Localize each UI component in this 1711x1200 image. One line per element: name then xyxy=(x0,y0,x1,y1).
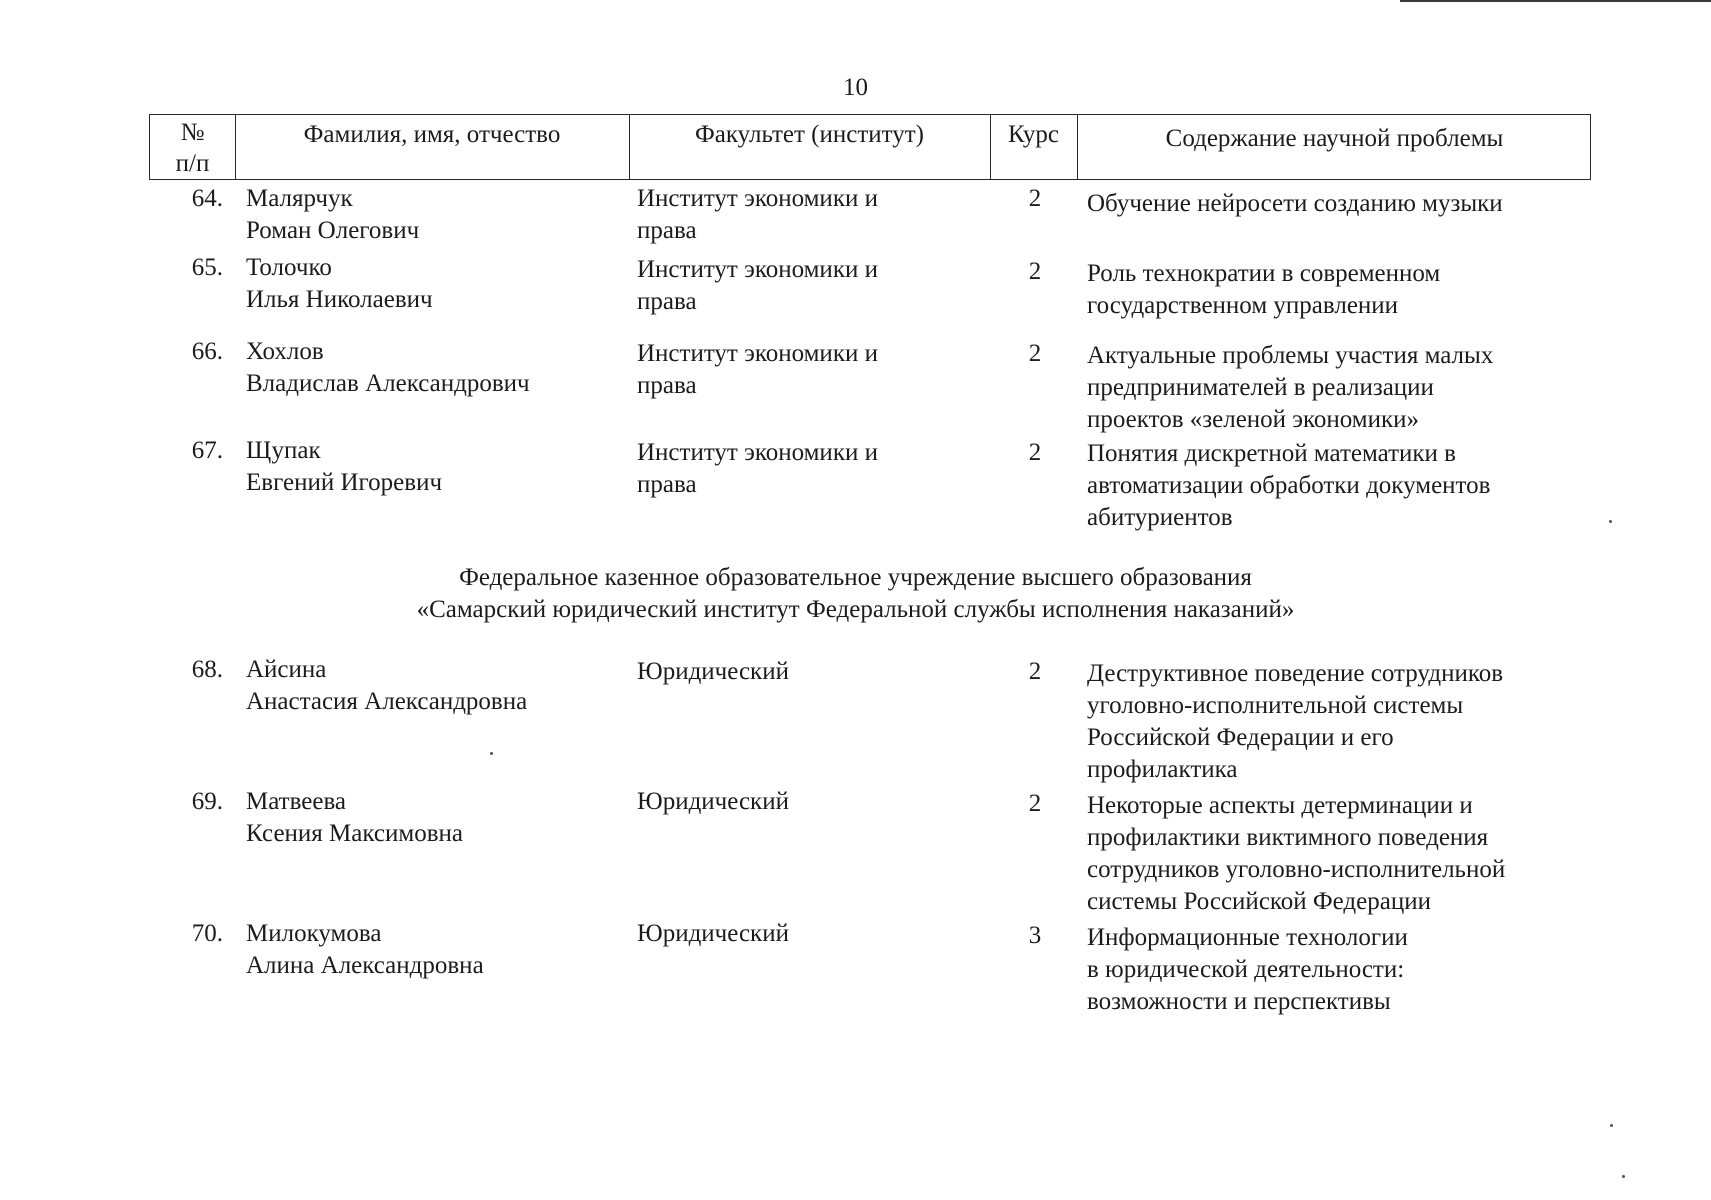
topic-line: в юридической деятельности: xyxy=(1087,956,1405,983)
row-number: 64. xyxy=(191,185,223,212)
row-number: 68. xyxy=(191,656,223,683)
student-name xyxy=(246,252,606,316)
faculty xyxy=(637,338,967,402)
course: 2 xyxy=(1028,258,1042,285)
header-faculty: Факультет (институт) xyxy=(695,121,924,148)
student-surname: Толочко xyxy=(246,254,332,281)
research-topic xyxy=(1087,922,1687,1018)
topic-line: сотрудников уголовно-исполнительной xyxy=(1087,856,1506,883)
row-number: 70. xyxy=(191,920,223,947)
topic-line: уголовно-исполнительной системы xyxy=(1087,692,1464,719)
topic-line: Роль технократии в современном xyxy=(1087,260,1441,287)
student-given-names: Роман Олегович xyxy=(246,217,420,244)
student-name xyxy=(246,183,606,247)
student-surname: Матвеева xyxy=(246,788,347,815)
topic-line: проектов «зеленой экономики» xyxy=(1087,406,1420,433)
topic-line: профилактики виктимного поведения xyxy=(1087,824,1489,851)
scan-speck xyxy=(1609,520,1612,523)
row-number: 66. xyxy=(191,338,223,365)
row-number: 65. xyxy=(191,254,223,281)
research-topic xyxy=(1087,658,1687,786)
topic-line: Деструктивное поведение сотрудников xyxy=(1087,660,1504,687)
header-number xyxy=(150,117,235,179)
table-header xyxy=(149,114,1591,180)
faculty-line: Институт экономики и xyxy=(637,185,878,212)
faculty xyxy=(637,786,967,818)
topic-line: Актуальные проблемы участия малых xyxy=(1087,342,1494,369)
header-topic: Содержание научной проблемы xyxy=(1165,125,1504,152)
topic-line: Российской Федерации и его xyxy=(1087,724,1394,751)
faculty-line: Юридический xyxy=(637,920,789,947)
faculty-line: права xyxy=(637,471,697,498)
header-name: Фамилия, имя, отчество xyxy=(303,121,561,148)
student-name xyxy=(246,654,606,718)
research-topic xyxy=(1087,438,1687,534)
institution-heading-line-1: Федеральное казенное образовательное учреждение высшего образования xyxy=(459,564,1252,591)
header-number-abbr: п/п xyxy=(175,150,210,177)
student-surname: Малярчук xyxy=(246,185,353,212)
faculty-line: права xyxy=(637,288,697,315)
student-name xyxy=(246,786,606,850)
student-name xyxy=(246,336,606,400)
scan-speck xyxy=(1610,1124,1613,1127)
course: 2 xyxy=(1028,340,1042,367)
scan-speck xyxy=(1622,1175,1625,1178)
faculty xyxy=(637,183,967,247)
faculty-line: права xyxy=(637,217,697,244)
institution-heading-line-2: «Самарский юридический институт Федеральной службы исполнения наказаний» xyxy=(416,596,1295,623)
student-given-names: Владислав Александрович xyxy=(246,370,530,397)
faculty-line: Юридический xyxy=(637,788,789,815)
topic-line: возможности и перспективы xyxy=(1087,988,1391,1015)
research-topic xyxy=(1087,188,1687,220)
faculty xyxy=(637,918,967,950)
student-given-names: Евгений Игоревич xyxy=(246,469,443,496)
student-surname: Щупак xyxy=(246,437,321,464)
topic-line: автоматизации обработки документов xyxy=(1087,472,1491,499)
topic-line: системы Российской Федерации xyxy=(1087,888,1431,915)
faculty-line: Юридический xyxy=(637,658,789,685)
faculty xyxy=(637,437,967,501)
faculty-line: Институт экономики и xyxy=(637,256,878,283)
page-number: 10 xyxy=(843,74,868,101)
course: 2 xyxy=(1028,658,1042,685)
top-edge-rule xyxy=(1400,0,1711,2)
topic-line: предпринимателей в реализации xyxy=(1087,374,1434,401)
course: 2 xyxy=(1028,790,1042,817)
faculty-line: Институт экономики и xyxy=(637,340,878,367)
student-given-names: Алина Александровна xyxy=(246,952,484,979)
topic-line: Некоторые аспекты детерминации и xyxy=(1087,792,1473,819)
topic-line: Понятия дискретной математики в xyxy=(1087,440,1456,467)
topic-line: Обучение нейросети созданию музыки xyxy=(1087,190,1503,217)
research-topic xyxy=(1087,258,1687,322)
header-course: Курс xyxy=(1008,121,1059,148)
row-number: 67. xyxy=(191,437,223,464)
course: 2 xyxy=(1028,185,1042,212)
row-number: 69. xyxy=(191,788,223,815)
scan-speck xyxy=(490,752,493,755)
student-given-names: Ксения Максимовна xyxy=(246,820,463,847)
topic-line: Информационные технологии xyxy=(1087,924,1408,951)
faculty-line: права xyxy=(637,372,697,399)
header-number-symbol: № xyxy=(180,119,205,146)
topic-line: профилактика xyxy=(1087,756,1238,783)
course: 2 xyxy=(1028,439,1042,466)
student-name xyxy=(246,918,606,982)
student-surname: Милокумова xyxy=(246,920,382,947)
topic-line: государственном управлении xyxy=(1087,292,1399,319)
student-given-names: Анастасия Александровна xyxy=(246,688,528,715)
faculty-line: Институт экономики и xyxy=(637,439,878,466)
faculty xyxy=(637,254,967,318)
student-given-names: Илья Николаевич xyxy=(246,286,433,313)
student-name xyxy=(246,435,606,499)
student-surname: Хохлов xyxy=(246,338,324,365)
student-surname: Айсина xyxy=(246,656,327,683)
research-topic xyxy=(1087,790,1687,918)
research-topic xyxy=(1087,340,1687,436)
course: 3 xyxy=(1028,922,1042,949)
faculty xyxy=(637,656,967,688)
topic-line: абитуриентов xyxy=(1087,504,1233,531)
